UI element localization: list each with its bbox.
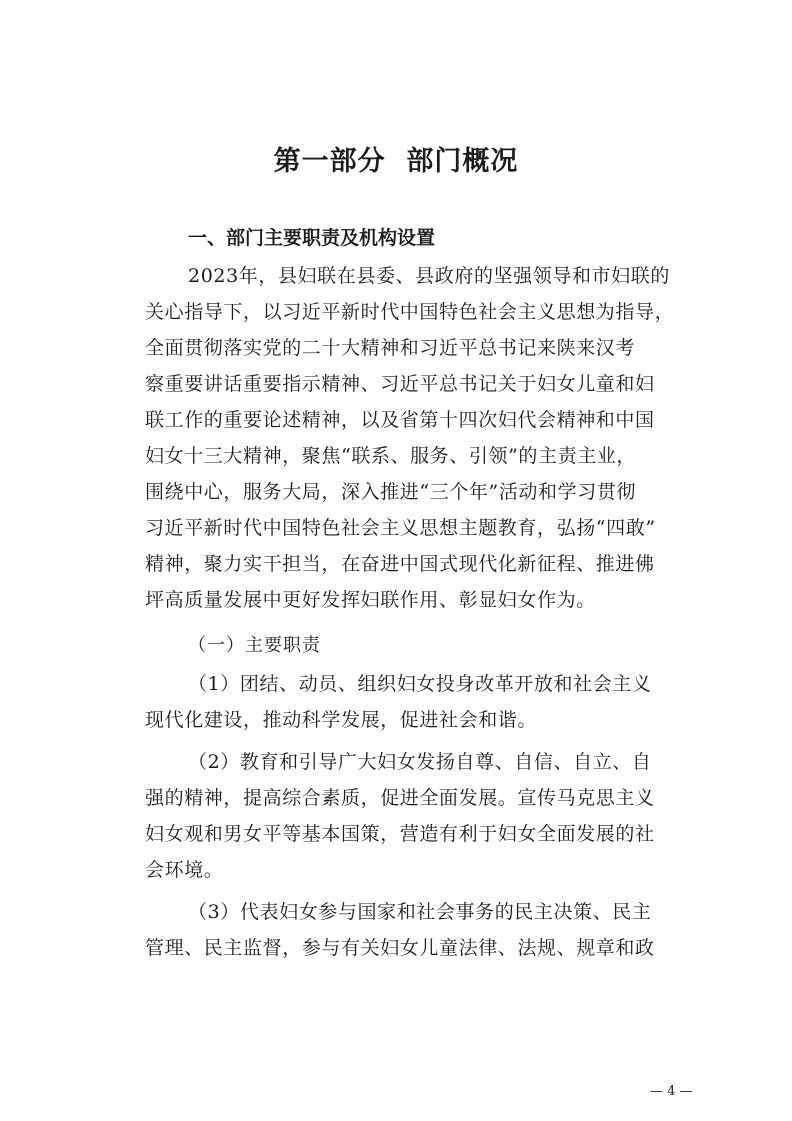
- section-heading: 一、部门主要职责及机构设置: [188, 227, 436, 249]
- subheading: （一）主要职责: [188, 635, 321, 656]
- intro-line: 2023年，县妇联在县委、县政府的坚强领导和市妇联的: [188, 265, 670, 287]
- page-title: 第一部分 部门概况: [273, 146, 519, 177]
- intro-line: 关心指导下，以习近平新时代中国特色社会主义思想为指导，: [145, 301, 675, 323]
- duty-line: 妇女观和男女平等基本国策，营造有利于妇女全面发展的社: [145, 823, 655, 845]
- page-number: — 4 —: [650, 1084, 693, 1099]
- intro-line: 坪高质量发展中更好发挥妇联作用、彰显妇女作为。: [145, 589, 596, 611]
- intro-line: 习近平新时代中国特色社会主义思想主题教育，弘扬“四敢”: [145, 517, 656, 539]
- duty-line: 管理、民主监督，参与有关妇女儿童法律、法规、规章和政: [145, 937, 655, 959]
- intro-line: 围绕中心，服务大局，深入推进“三个年”活动和学习贯彻: [145, 481, 637, 503]
- intro-line: 察重要讲话重要指示精神、习近平总书记关于妇女儿童和妇: [145, 373, 655, 395]
- duty-line: 强的精神，提高综合素质，促进全面发展。宣传马克思主义: [145, 787, 655, 809]
- duty-line: （2）教育和引导广大妇女发扬自尊、自信、自立、自: [188, 751, 652, 773]
- intro-line: 联工作的重要论述精神，以及省第十四次妇代会精神和中国: [145, 409, 655, 431]
- intro-line: 妇女十三大精神，聚焦“联系、服务、引领”的主责主业，: [145, 445, 637, 467]
- duty-line: 现代化建设，推动科学发展，促进社会和谐。: [145, 709, 538, 731]
- duty-line: （3）代表妇女参与国家和社会事务的民主决策、民主: [188, 901, 652, 923]
- intro-line: 全面贯彻落实党的二十大精神和习近平总书记来陕来汉考: [145, 337, 636, 359]
- duty-line: （1）团结、动员、组织妇女投身改革开放和社会主义: [188, 673, 652, 695]
- intro-line: 精神，聚力实干担当，在奋进中国式现代化新征程、推进佛: [145, 553, 655, 575]
- duty-line: 会环境。: [145, 859, 224, 881]
